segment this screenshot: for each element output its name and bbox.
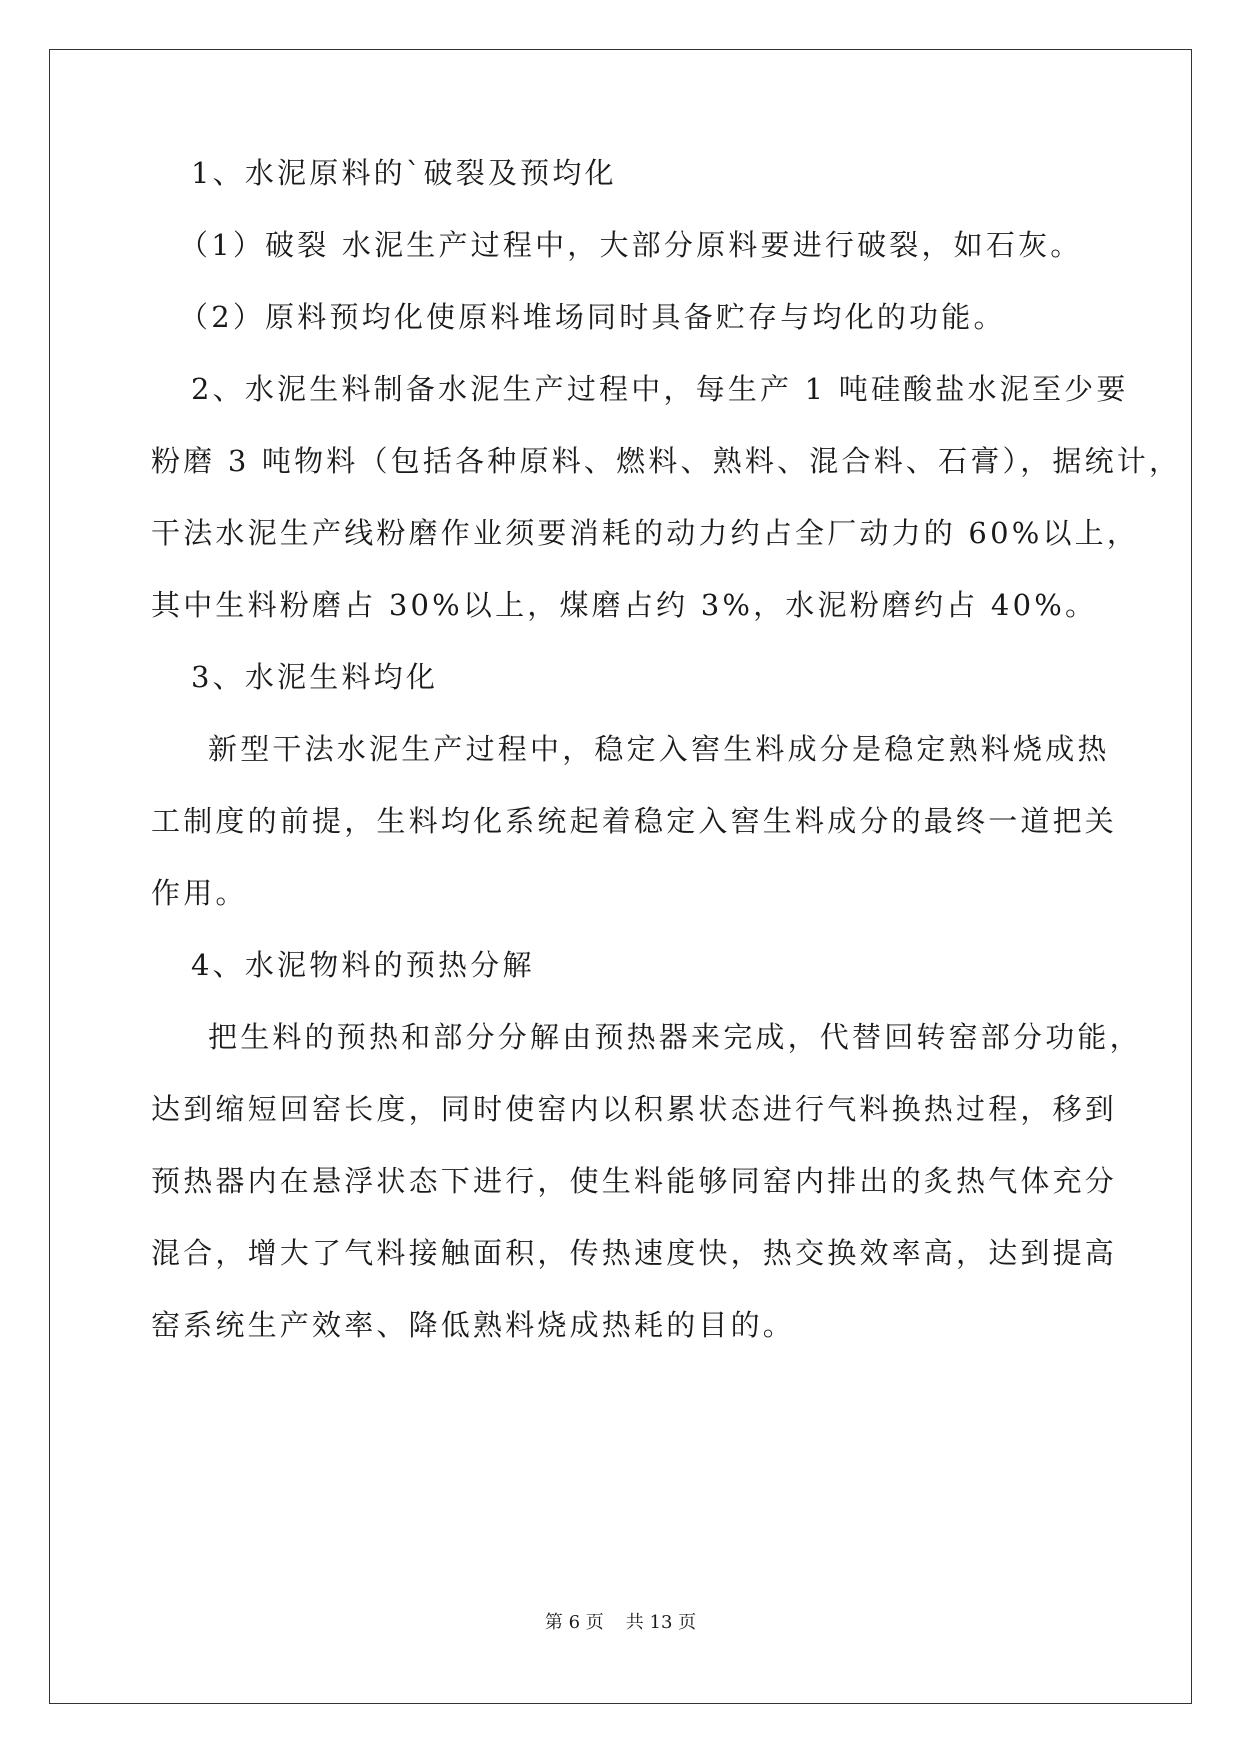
page-number: 第 6 页 xyxy=(544,1612,604,1633)
paragraph-line: 其中生料粉磨占 30%以上，煤磨占约 3%，水泥粉磨约占 40%。 xyxy=(151,588,1098,622)
heading-4: 4、水泥物料的预热分解 xyxy=(191,948,535,982)
heading-3: 3、水泥生料均化 xyxy=(191,660,439,694)
paragraph-line: （2）原料预均化使原料堆场同时具备贮存与均化的功能。 xyxy=(179,300,1006,334)
paragraph-line: 达到缩短回窑长度，同时使窑内以积累状态进行气料换热过程，移到 xyxy=(151,1092,1118,1126)
heading-2: 2、水泥生料制备水泥生产过程中，每生产 1 吨硅酸盐水泥至少要 xyxy=(191,372,1129,406)
paragraph-line: 混合，增大了气料接触面积，传热速度快，热交换效率高，达到提高 xyxy=(151,1236,1118,1270)
paragraph-line: 预热器内在悬浮状态下进行，使生料能够同窑内排出的炙热气体充分 xyxy=(151,1164,1118,1198)
heading-1: 1、水泥原料的`破裂及预均化 xyxy=(191,156,617,190)
paragraph-line: 粉磨 3 吨物料（包括各种原料、燃料、熟料、混合料、石膏），据统计， xyxy=(151,444,1182,478)
paragraph-line: 工制度的前提，生料均化系统起着稳定入窖生料成分的最终一道把关 xyxy=(151,804,1118,838)
paragraph-line: （1）破裂 水泥生产过程中，大部分原料要进行破裂，如石灰。 xyxy=(179,228,1083,262)
paragraph-line: 窑系统生产效率、降低熟料烧成热耗的目的。 xyxy=(151,1308,796,1342)
paragraph-line: 干法水泥生产线粉磨作业须要消耗的动力约占全厂动力的 60%以上， xyxy=(151,516,1140,550)
paragraph-line: 新型干法水泥生产过程中，稳定入窖生料成分是稳定熟料烧成热 xyxy=(208,732,1110,766)
paragraph-line: 把生料的预热和部分分解由预热器来完成，代替回转窑部分功能， xyxy=(208,1020,1142,1054)
paragraph-line: 作用。 xyxy=(151,876,248,910)
page-footer xyxy=(0,1611,1241,1635)
page-total: 共 13 页 xyxy=(625,1612,697,1633)
